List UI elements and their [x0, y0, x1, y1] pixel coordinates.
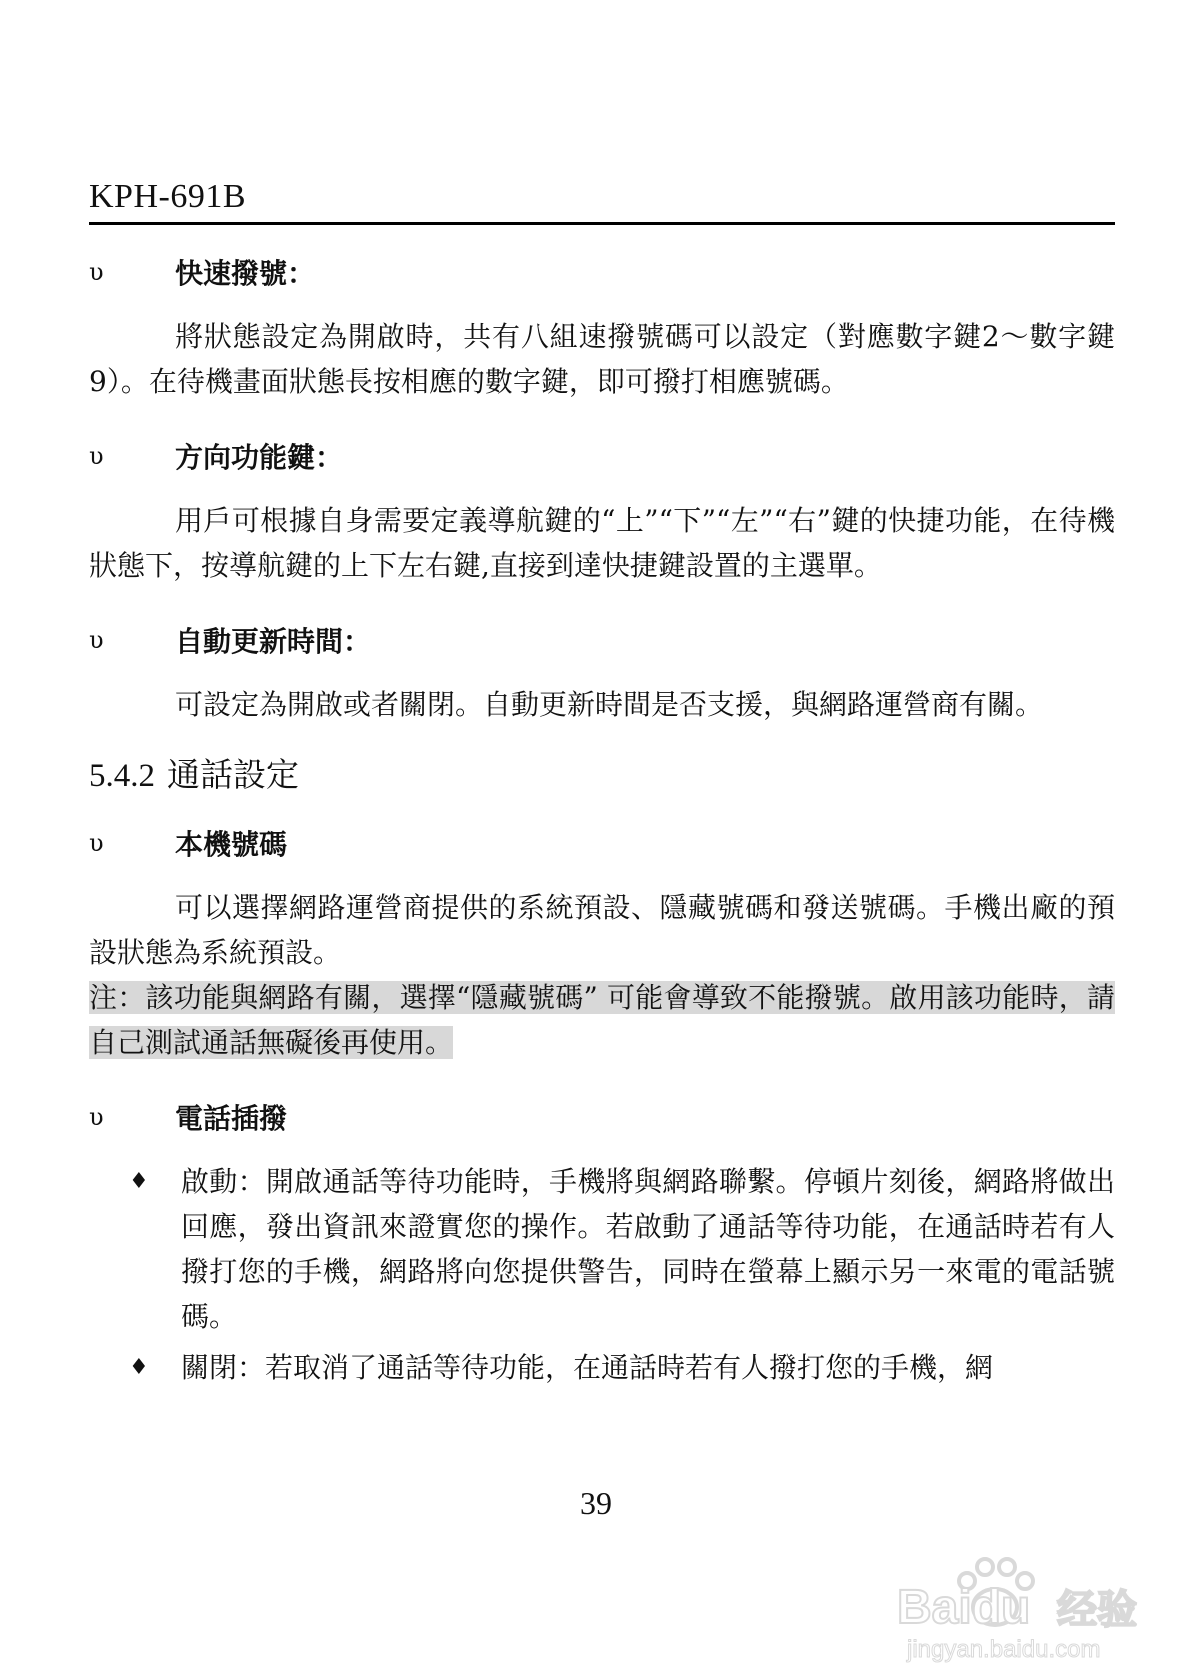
page-number: 39: [580, 1485, 612, 1521]
direction-keys-heading: [89, 436, 1115, 476]
caller-id-note: 注：該功能與網路有關，選擇“隱藏號碼” 可能會導致不能撥號。啟用該功能時，請自己測試通話無礙後再使用。: [89, 981, 1115, 1059]
section-number: 5.4.2: [89, 758, 155, 794]
bullet-marker: υ: [89, 626, 104, 654]
caller-id-heading: [89, 823, 1115, 863]
direction-keys-body: 用戶可根據自身需要定義導航鍵的“上”“下”“左”“右”鍵的快捷功能，在待機狀態下，按導航鍵的上下左右鍵,直接到達快捷鍵設置的主選單。: [89, 504, 1115, 582]
diamond-bullet-icon: ♦: [129, 1169, 149, 1194]
bullet-marker: υ: [89, 1103, 104, 1131]
watermark-brand: Baidu: [897, 1581, 1031, 1634]
list-item-text: 啟動：開啟通話等待功能時，手機將與網路聯繫。停頓片刻後，網路將做出回應，發出資訊來證實您的操作。若啟動了通話等待功能，在通話時若有人撥打您的手機，網路將向您提供警告，同時在螢幕上顯示另一來電的電話號碼。: [181, 1165, 1115, 1333]
page-content: [89, 252, 1115, 1390]
watermark-brand-cn: 经验: [1057, 1587, 1137, 1633]
speed-dial-title: 快速撥號：: [175, 257, 316, 290]
bullet-marker: υ: [89, 258, 104, 286]
call-waiting-heading: [89, 1097, 1115, 1137]
section-title-text: 通話設定: [167, 755, 299, 794]
auto-time-body: 可設定為開啟或者關閉。自動更新時間是否支援，與網路運營商有關。: [175, 688, 1044, 721]
bullet-marker: υ: [89, 442, 104, 470]
bullet-marker: υ: [89, 829, 104, 857]
list-item: [89, 1345, 1115, 1390]
call-waiting-options: [89, 1159, 1115, 1390]
auto-time-title: 自動更新時間：: [175, 625, 372, 658]
baidu-jingyan-watermark: [867, 1545, 1142, 1665]
watermark-url: jingyan.baidu.com: [907, 1636, 1101, 1663]
model-name: KPH-691B: [89, 178, 247, 215]
direction-keys-title: 方向功能鍵：: [175, 441, 344, 474]
caller-id-body: 可以選擇網路運營商提供的系統預設、隱藏號碼和發送號碼。手機出廠的預設狀態為系統預設。: [89, 891, 1115, 969]
auto-time-heading: [89, 620, 1115, 660]
diamond-bullet-icon: ♦: [129, 1355, 149, 1380]
speed-dial-body: 將狀態設定為開啟時，共有八組速撥號碼可以設定（對應數字鍵2～數字鍵9）。在待機畫面狀態長按相應的數字鍵，即可撥打相應號碼。: [89, 320, 1115, 398]
list-item: [89, 1159, 1115, 1339]
call-waiting-title: 電話插撥: [175, 1102, 288, 1135]
list-item-text: 關閉：若取消了通話等待功能，在通話時若有人撥打您的手機，網: [181, 1351, 994, 1384]
call-settings-section-title: [89, 749, 1115, 801]
page-header: [89, 178, 1115, 225]
speed-dial-heading: [89, 252, 1115, 292]
caller-id-title: 本機號碼: [175, 828, 288, 861]
